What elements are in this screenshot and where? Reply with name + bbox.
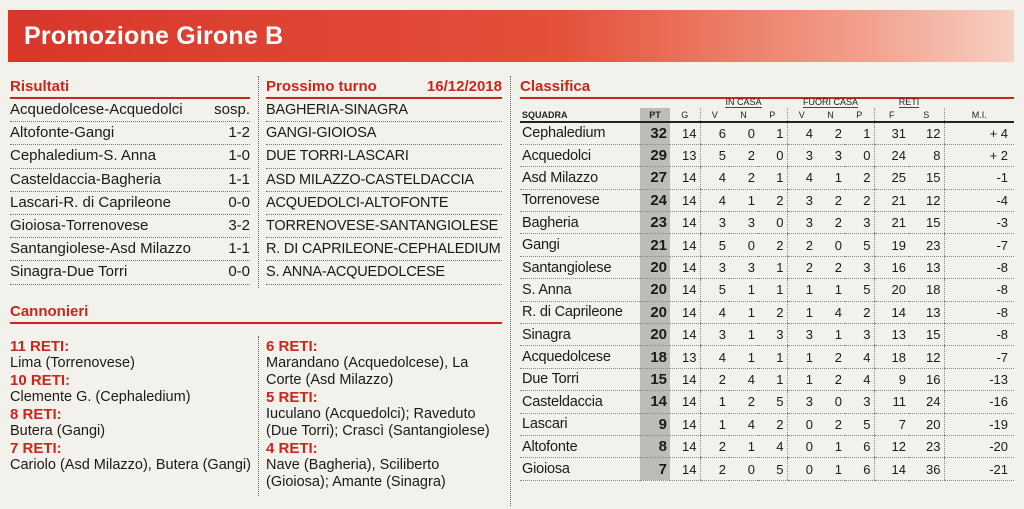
standings-cell: -16 [944, 391, 1014, 413]
scorer-goals-label: 6 RETI: [266, 338, 318, 355]
standings-cell: 4 [845, 368, 874, 390]
standings-cell: 1 [729, 435, 758, 457]
standings-cell: 14 [670, 279, 700, 301]
result-row [10, 169, 250, 192]
standings-cell: 2 [845, 301, 874, 323]
result-match: Cephaledium-S. Anna [10, 147, 156, 165]
standings-row [520, 144, 1014, 166]
team-points: 20 [640, 279, 670, 301]
team-name: Casteldaccia [520, 391, 640, 413]
standings-row [520, 413, 1014, 435]
column-divider [258, 76, 259, 288]
next-round-title: Prossimo turno [266, 78, 377, 95]
standings-col-1: PT [640, 108, 670, 122]
standings-cell: 8 [909, 144, 944, 166]
standings-cell: 2 [845, 189, 874, 211]
result-score: sosp. [214, 101, 250, 118]
standings-cell: -8 [944, 279, 1014, 301]
standings-cell: 4 [729, 413, 758, 435]
standings-cell: 7 [874, 413, 909, 435]
standings-cell: 21 [874, 212, 909, 234]
next-round-section [266, 78, 502, 285]
fixture-row: ASD MILAZZO-CASTELDACCIA [266, 169, 502, 192]
standings-cell: 4 [787, 122, 816, 144]
standings-cell: 13 [909, 301, 944, 323]
standings-cell: 16 [874, 256, 909, 278]
standings-cell: 5 [845, 234, 874, 256]
standings-cell: 3 [700, 256, 729, 278]
standings-cell: 2 [758, 413, 787, 435]
standings-cell: 5 [845, 413, 874, 435]
standings-cell: 18 [909, 279, 944, 301]
scorer-names: Nave (Bagheria), Sciliberto (Gioiosa); Amante (Sinagra) [266, 457, 446, 490]
standings-col-6: V [787, 108, 816, 122]
column-divider [510, 76, 511, 506]
standings-cell: 4 [700, 189, 729, 211]
team-name: Asd Milazzo [520, 167, 640, 189]
standings-cell: 3 [787, 324, 816, 346]
standings-cell: 2 [816, 413, 845, 435]
standings-cell: 1 [729, 279, 758, 301]
team-name: Gioiosa [520, 458, 640, 480]
team-points: 23 [640, 212, 670, 234]
team-name: Santangiolese [520, 256, 640, 278]
result-score: 1-1 [228, 240, 250, 258]
standings-cell: 18 [874, 346, 909, 368]
fixture-row: R. DI CAPRILEONE-CEPHALEDIUM [266, 238, 502, 261]
result-score: 1-2 [228, 124, 250, 142]
standings-cell: 1 [758, 256, 787, 278]
standings-cell: -21 [944, 458, 1014, 480]
standings-body [520, 122, 1014, 480]
standings-cell: 15 [909, 212, 944, 234]
standings-cell: 2 [816, 346, 845, 368]
results-section [10, 78, 250, 285]
standings-row [520, 212, 1014, 234]
scorers-section [10, 303, 502, 324]
standings-cell: 3 [845, 324, 874, 346]
team-name: R. di Caprileone [520, 301, 640, 323]
standings-cell: 0 [787, 413, 816, 435]
standings-cell: 12 [874, 435, 909, 457]
standings-cell: 14 [670, 122, 700, 144]
standings-cell: 5 [845, 279, 874, 301]
standings-cell: 2 [816, 256, 845, 278]
standings-cell: -4 [944, 189, 1014, 211]
standings-cell: 4 [758, 435, 787, 457]
standings-cell: 2 [700, 458, 729, 480]
team-name: Due Torri [520, 368, 640, 390]
result-match: Acquedolcese-Acquedolci [10, 101, 183, 118]
result-row [10, 215, 250, 238]
next-round-list [266, 99, 502, 285]
standings-cell: 2 [816, 368, 845, 390]
standings-cell: 5 [758, 458, 787, 480]
standings-cell: -20 [944, 435, 1014, 457]
standings-cell: 3 [845, 256, 874, 278]
home-group-label: IN CASA [725, 97, 762, 107]
standings-row [520, 391, 1014, 413]
standings-cell: 14 [670, 301, 700, 323]
result-score: 1-1 [228, 170, 250, 188]
standings-cell: 14 [670, 324, 700, 346]
scorer-goals-label: 11 RETI: [10, 338, 70, 355]
result-score: 3-2 [228, 216, 250, 234]
results-list [10, 99, 250, 285]
standings-cell: 14 [874, 301, 909, 323]
standings-cell: 1 [729, 189, 758, 211]
standings-cell: 20 [874, 279, 909, 301]
standings-cell: 5 [758, 391, 787, 413]
standings-row [520, 189, 1014, 211]
standings-cell: 1 [758, 279, 787, 301]
standings-cell: 0 [729, 458, 758, 480]
standings-cell: 1 [816, 435, 845, 457]
scorer-goals-label: 4 RETI: [266, 440, 318, 457]
standings-cell: 23 [909, 435, 944, 457]
standings-cell: 1 [729, 324, 758, 346]
standings-row [520, 324, 1014, 346]
standings-cell: 2 [845, 167, 874, 189]
standings-cell: 14 [670, 391, 700, 413]
results-title: Risultati [10, 78, 250, 99]
page-title: Promozione Girone B [24, 22, 284, 50]
team-points: 8 [640, 435, 670, 457]
standings-cell: 4 [700, 301, 729, 323]
standings-cell: 2 [787, 256, 816, 278]
result-match: Santangiolese-Asd Milazzo [10, 240, 191, 258]
team-points: 27 [640, 167, 670, 189]
result-match: Lascari-R. di Caprileone [10, 193, 171, 211]
standings-cell: 16 [909, 368, 944, 390]
standings-cell: 1 [845, 122, 874, 144]
standings-col-8: P [845, 108, 874, 122]
standings-cell: 0 [845, 144, 874, 166]
result-match: Casteldaccia-Bagheria [10, 170, 161, 188]
standings-cell: 3 [816, 144, 845, 166]
team-name: Acquedolci [520, 144, 640, 166]
standings-cell: 0 [729, 122, 758, 144]
standings-cell: 21 [874, 189, 909, 211]
team-name: Cephaledium [520, 122, 640, 144]
standings-cell: 13 [670, 346, 700, 368]
standings-row [520, 279, 1014, 301]
standings-cell: 2 [729, 391, 758, 413]
result-match: Gioiosa-Torrenovese [10, 216, 149, 234]
scorers-title: Cannonieri [10, 303, 89, 320]
standings-cell: 4 [700, 346, 729, 368]
standings-cell: 2 [816, 212, 845, 234]
standings-cell: 0 [816, 391, 845, 413]
standings-cell: 5 [700, 144, 729, 166]
standings-cell: 20 [909, 413, 944, 435]
standings-cell: 4 [845, 346, 874, 368]
standings-cell: 2 [729, 167, 758, 189]
standings-cell: 1 [700, 413, 729, 435]
standings-cell: 14 [670, 212, 700, 234]
standings-cell: 13 [670, 144, 700, 166]
result-row [10, 261, 250, 284]
standings-cell: 14 [670, 413, 700, 435]
scorer-names: Iuculano (Acquedolci); Raveduto (Due Torri); Crascì (Santangiolese) [266, 406, 490, 439]
standings-cell: 15 [909, 324, 944, 346]
standings-cell: 1 [816, 279, 845, 301]
result-row [10, 145, 250, 168]
team-points: 7 [640, 458, 670, 480]
team-points: 20 [640, 301, 670, 323]
team-name: Sinagra [520, 324, 640, 346]
result-match: Altofonte-Gangi [10, 124, 115, 142]
standings-cell: + 2 [944, 144, 1014, 166]
result-score: 0-0 [228, 263, 250, 281]
standings-cell: -13 [944, 368, 1014, 390]
standings-col-0: SQUADRA [520, 108, 640, 122]
next-round-date: 16/12/2018 [426, 78, 502, 95]
standings-cell: 13 [909, 256, 944, 278]
standings-row [520, 234, 1014, 256]
standings-cell: 1 [816, 167, 845, 189]
standings-cell: + 4 [944, 122, 1014, 144]
standings-col-11: M.I. [944, 108, 1014, 122]
team-points: 24 [640, 189, 670, 211]
fixture-row: DUE TORRI-LASCARI [266, 145, 502, 168]
standings-cell: 0 [729, 234, 758, 256]
standings-cell: 1 [816, 458, 845, 480]
result-match: Sinagra-Due Torri [10, 263, 128, 281]
standings-cell: 2 [787, 234, 816, 256]
fixture-row: GANGI-GIOIOSA [266, 122, 502, 145]
standings-cell: 1 [758, 167, 787, 189]
standings-cell: 24 [909, 391, 944, 413]
team-name: Torrenovese [520, 189, 640, 211]
fixture-row: S. ANNA-ACQUEDOLCESE [266, 261, 502, 284]
standings-section [520, 96, 1014, 481]
standings-cell: 0 [758, 144, 787, 166]
standings-cell: 9 [874, 368, 909, 390]
standings-row [520, 256, 1014, 278]
team-points: 15 [640, 368, 670, 390]
standings-cell: 15 [909, 167, 944, 189]
standings-cell: 2 [816, 189, 845, 211]
team-name: Bagheria [520, 212, 640, 234]
scorer-goals-label: 8 RETI: [10, 406, 62, 423]
standings-cell: 1 [758, 346, 787, 368]
standings-cell: 4 [787, 167, 816, 189]
standings-cell: 14 [670, 256, 700, 278]
standings-cell: 14 [670, 368, 700, 390]
team-points: 29 [640, 144, 670, 166]
standings-cell: 5 [700, 279, 729, 301]
standings-col-2: G [670, 108, 700, 122]
team-name: Lascari [520, 413, 640, 435]
team-points: 18 [640, 346, 670, 368]
standings-cell: 1 [787, 346, 816, 368]
standings-cell: 2 [729, 144, 758, 166]
standings-cell: 2 [700, 368, 729, 390]
standings-cell: -8 [944, 301, 1014, 323]
scorers-column-left [10, 338, 255, 474]
standings-cell: 2 [816, 122, 845, 144]
standings-cell: 11 [874, 391, 909, 413]
standings-cell: -19 [944, 413, 1014, 435]
scorer-names: Butera (Gangi) [10, 423, 106, 439]
standings-row [520, 346, 1014, 368]
standings-cell: 4 [729, 368, 758, 390]
scorer-goals-label: 5 RETI: [266, 389, 318, 406]
standings-cell: 14 [670, 435, 700, 457]
standings-cell: 6 [845, 458, 874, 480]
standings-cell: 14 [874, 458, 909, 480]
team-points: 21 [640, 234, 670, 256]
standings-cell: 13 [874, 324, 909, 346]
result-row [10, 238, 250, 261]
standings-cell: 1 [787, 301, 816, 323]
team-points: 14 [640, 391, 670, 413]
standings-col-7: N [816, 108, 845, 122]
standings-cell: 12 [909, 122, 944, 144]
standings-cell: 31 [874, 122, 909, 144]
team-points: 32 [640, 122, 670, 144]
standings-row [520, 458, 1014, 480]
standings-cell: 6 [700, 122, 729, 144]
standings-cell: 3 [700, 324, 729, 346]
standings-cell: 1 [816, 324, 845, 346]
column-divider [258, 336, 259, 496]
standings-col-10: S [909, 108, 944, 122]
standings-cell: 1 [787, 279, 816, 301]
standings-cell: 3 [787, 144, 816, 166]
standings-cell: -1 [944, 167, 1014, 189]
standings-cell: 0 [787, 458, 816, 480]
team-name: Altofonte [520, 435, 640, 457]
result-score: 1-0 [228, 147, 250, 165]
standings-cell: -7 [944, 234, 1014, 256]
team-points: 20 [640, 256, 670, 278]
header-banner [8, 10, 1014, 62]
standings-group-header [520, 96, 1014, 108]
fixture-row: BAGHERIA-SINAGRA [266, 99, 502, 122]
standings-cell: 0 [758, 212, 787, 234]
standings-cell: 19 [874, 234, 909, 256]
standings-cell: 25 [874, 167, 909, 189]
standings-col-3: V [700, 108, 729, 122]
result-row [10, 122, 250, 145]
standings-cell: 3 [758, 324, 787, 346]
standings-cell: 5 [700, 234, 729, 256]
standings-cell: 23 [909, 234, 944, 256]
standings-cell: 0 [816, 234, 845, 256]
standings-cell: 3 [787, 189, 816, 211]
standings-cell: -8 [944, 256, 1014, 278]
standings-cell: 6 [845, 435, 874, 457]
standings-row [520, 167, 1014, 189]
standings-col-5: P [758, 108, 787, 122]
standings-cell: 2 [758, 234, 787, 256]
standings-cell: 1 [787, 368, 816, 390]
fixture-row: TORRENOVESE-SANTANGIOLESE [266, 215, 502, 238]
standings-cell: 14 [670, 458, 700, 480]
standings-cell: 1 [758, 368, 787, 390]
scorer-names: Marandano (Acquedolcese), La Corte (Asd Milazzo) [266, 355, 469, 388]
team-name: Acquedolcese [520, 346, 640, 368]
result-row [10, 99, 250, 122]
standings-row [520, 122, 1014, 144]
team-name: S. Anna [520, 279, 640, 301]
standings-cell: 36 [909, 458, 944, 480]
goals-group-label: RETI [898, 97, 920, 107]
standings-cell: -3 [944, 212, 1014, 234]
team-name: Gangi [520, 234, 640, 256]
standings-cell: 0 [787, 435, 816, 457]
standings-cell: 1 [700, 391, 729, 413]
standings-cell: 14 [670, 189, 700, 211]
standings-row [520, 368, 1014, 390]
standings-table [520, 96, 1014, 481]
standings-cell: 1 [729, 301, 758, 323]
result-score: 0-0 [228, 193, 250, 211]
team-points: 9 [640, 413, 670, 435]
fixture-row: ACQUEDOLCI-ALTOFONTE [266, 192, 502, 215]
standings-cell: 3 [729, 256, 758, 278]
standings-cell: 3 [787, 212, 816, 234]
standings-cell: 3 [845, 212, 874, 234]
away-group-label: FUORI CASA [802, 97, 858, 107]
standings-cell: 12 [909, 346, 944, 368]
standings-col-4: N [729, 108, 758, 122]
standings-cell: 14 [670, 167, 700, 189]
scorer-names: Cariolo (Asd Milazzo), Butera (Gangi) [10, 457, 251, 473]
standings-col-9: F [874, 108, 909, 122]
standings-row [520, 435, 1014, 457]
standings-cell: 4 [816, 301, 845, 323]
standings-cell: 3 [787, 391, 816, 413]
scorer-goals-label: 10 RETI: [10, 372, 71, 389]
standings-cell: 24 [874, 144, 909, 166]
standings-column-header [520, 108, 1014, 122]
standings-cell: 2 [758, 301, 787, 323]
standings-cell: 1 [758, 122, 787, 144]
team-points: 20 [640, 324, 670, 346]
standings-title: Classifica [520, 78, 591, 95]
standings-cell: 14 [670, 234, 700, 256]
scorer-names: Lima (Torrenovese) [10, 355, 135, 371]
standings-cell: 3 [845, 391, 874, 413]
scorer-names: Clemente G. (Cephaledium) [10, 389, 191, 405]
standings-cell: 2 [700, 435, 729, 457]
scorer-goals-label: 7 RETI: [10, 440, 62, 457]
standings-cell: 4 [700, 167, 729, 189]
standings-cell: -8 [944, 324, 1014, 346]
standings-row [520, 301, 1014, 323]
standings-cell: -7 [944, 346, 1014, 368]
standings-cell: 3 [729, 212, 758, 234]
result-row [10, 192, 250, 215]
scorers-column-right [266, 338, 502, 491]
standings-cell: 12 [909, 189, 944, 211]
standings-cell: 3 [700, 212, 729, 234]
standings-cell: 2 [758, 189, 787, 211]
standings-cell: 1 [729, 346, 758, 368]
